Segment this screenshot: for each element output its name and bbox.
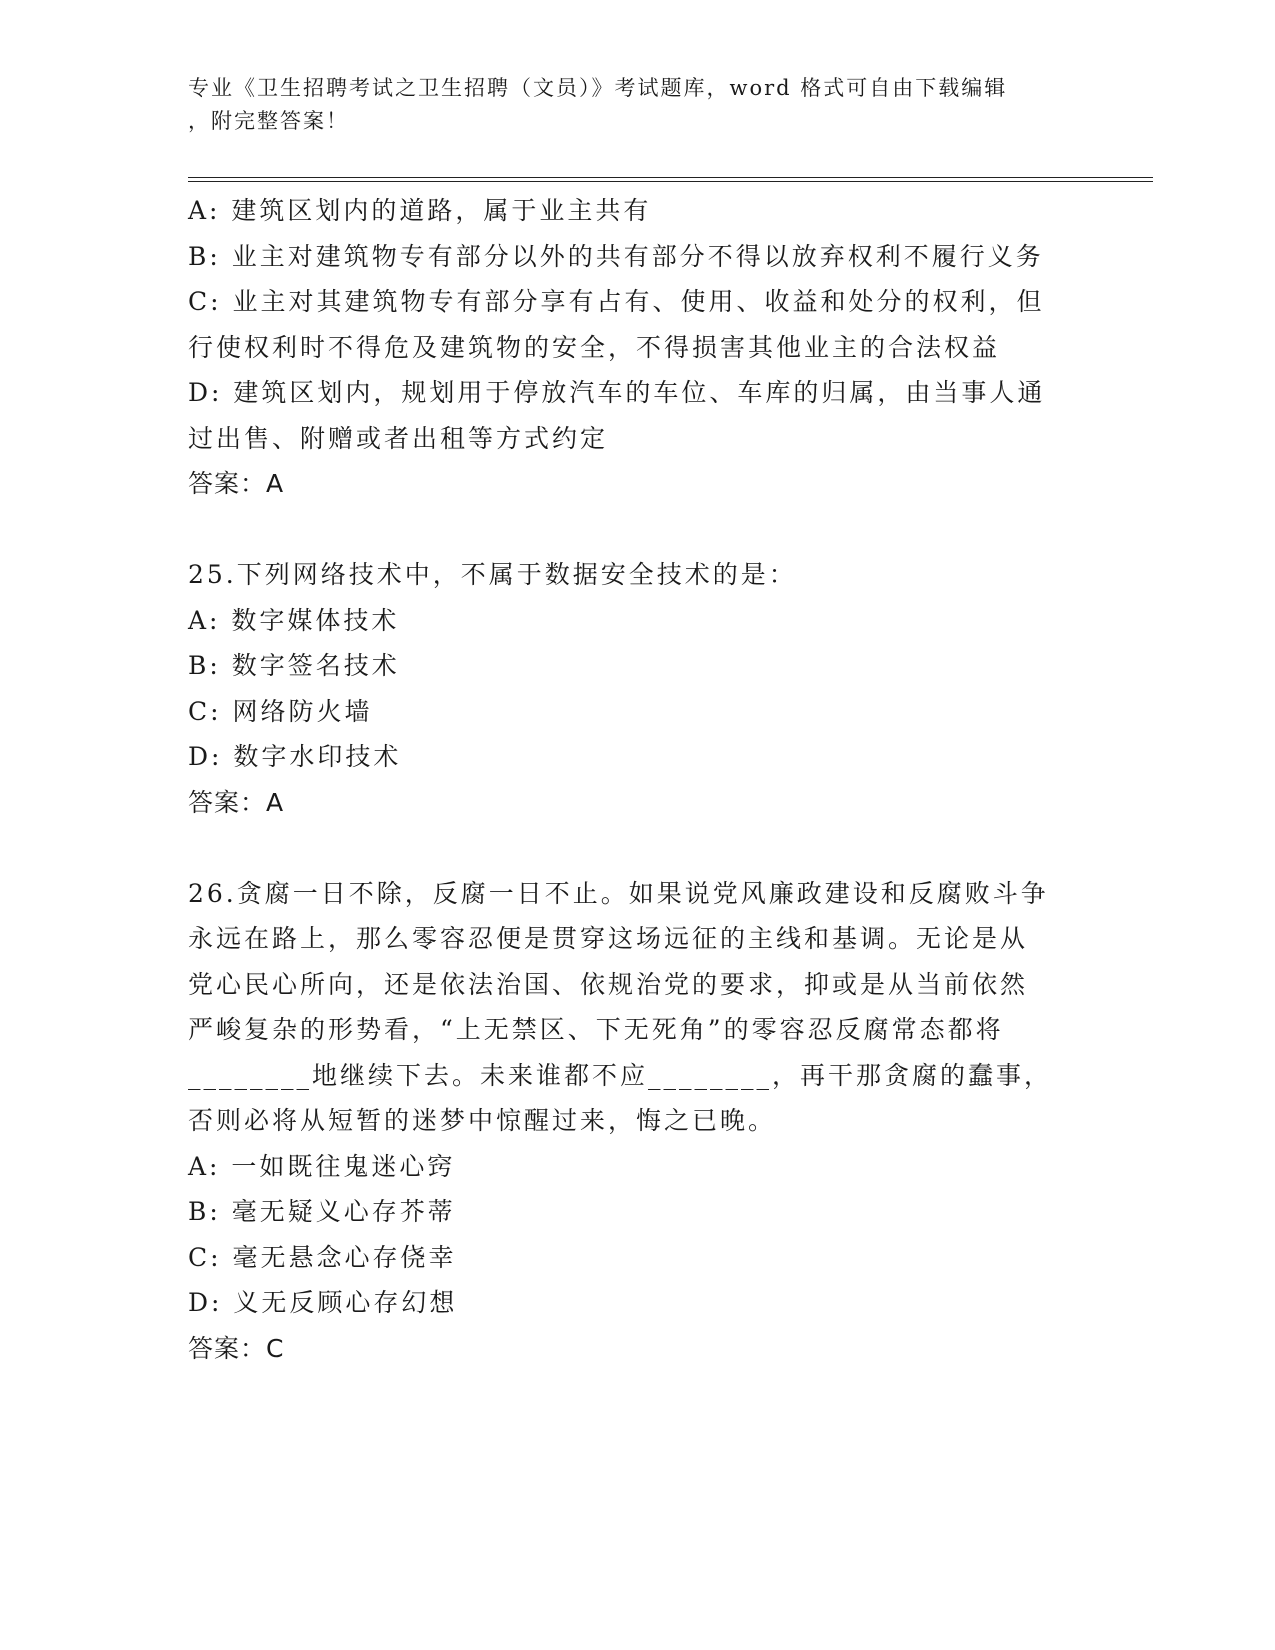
q24-answer: 答案：A xyxy=(188,469,285,498)
q25-option-a: A: 数字媒体技术 xyxy=(188,605,400,635)
spacer xyxy=(188,825,1088,871)
option-text: A: 建筑区划内的道路，属于业主共有 xyxy=(188,196,652,225)
option-text: 过出售、附赠或者出租等方式约定 xyxy=(188,423,609,453)
q25-option-c: C: 网络防火墙 xyxy=(188,696,373,726)
q26-answer: 答案：C xyxy=(188,1333,285,1363)
q26-option-b: B: 毫无疑义心存芥蒂 xyxy=(188,1197,456,1226)
q26-question-line: 严峻复杂的形势看，“上无禁区、下无死角”的零容忍反腐常态都将 xyxy=(188,1015,1004,1044)
q25-option-b: B: 数字签名技术 xyxy=(188,651,400,680)
q24-option-a xyxy=(188,188,1088,234)
q24-option-c xyxy=(188,279,1088,370)
q26-option-a: A: 一如既往鬼迷心窍 xyxy=(188,1151,456,1181)
header-divider xyxy=(188,177,1153,182)
q25-question-text: 25.下列网络技术中，不属于数据安全技术的是： xyxy=(188,560,797,589)
option-text: 行使权利时不得危及建筑物的安全，不得损害其他业主的合法权益 xyxy=(188,332,1001,362)
q26-question-line: 26.贪腐一日不除，反腐一日不止。如果说党风廉政建设和反腐败斗争 xyxy=(188,878,1049,908)
option-text: B: 业主对建筑物专有部分以外的共有部分不得以放弃权利不履行义务 xyxy=(188,241,1044,271)
q26-option-c: C: 毫无悬念心存侥幸 xyxy=(188,1242,457,1272)
q26-question-line: 永远在路上，那么零容忍便是贯穿这场远征的主线和基调。无论是从 xyxy=(188,924,1029,953)
q25-answer: 答案：A xyxy=(188,787,285,817)
q24-option-d xyxy=(188,370,1088,461)
header-line-2: ，附完整答案！ xyxy=(188,109,349,133)
q26-question-line: 党心民心所向，还是依法治国、依规治党的要求，抑或是从当前依然 xyxy=(188,969,1029,999)
q25-option-d: D: 数字水印技术 xyxy=(188,742,402,771)
q26-question-line: 否则必将从短暂的迷梦中惊醒过来，悔之已晚。 xyxy=(188,1106,777,1135)
q26-option-d: D: 义无反顾心存幻想 xyxy=(188,1288,458,1317)
question-26 xyxy=(188,871,1088,1372)
option-text: C: 业主对其建筑物专有部分享有占有、使用、收益和处分的权利，但 xyxy=(188,287,1045,316)
header-line-1: 专业《卫生招聘考试之卫生招聘（文员）》考试题库，word 格式可自由下载编辑 xyxy=(188,76,1008,100)
page-header xyxy=(188,72,1068,138)
q24-option-b xyxy=(188,234,1088,280)
document-body xyxy=(188,188,1088,1371)
question-25 xyxy=(188,552,1088,825)
spacer xyxy=(188,507,1088,553)
option-text: D: 建筑区划内，规划用于停放汽车的车位、车库的归属，由当事人通 xyxy=(188,378,1046,407)
q26-question-line: ________地继续下去。未来谁都不应________，再干那贪腐的蠢事， xyxy=(188,1060,1053,1090)
question-24 xyxy=(188,188,1088,507)
